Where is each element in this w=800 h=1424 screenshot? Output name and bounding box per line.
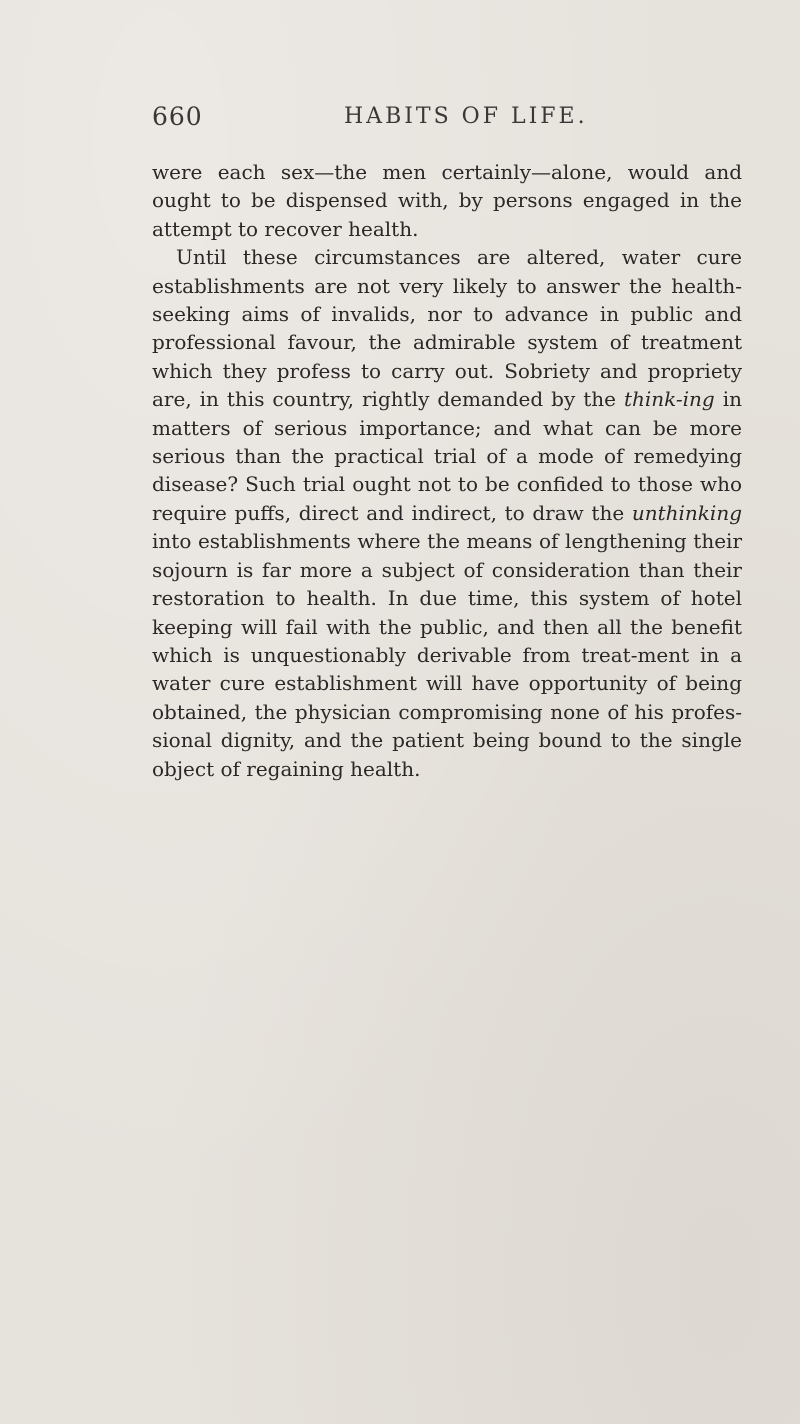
paragraph-continuation <box>152 158 742 243</box>
paragraph-water-cure <box>152 243 742 783</box>
page-header <box>152 102 752 142</box>
text-segment: were each sex—the men certainly—alone, would and ought to be dispensed with, by persons engaged in the attempt to recover health. <box>152 160 742 241</box>
page-number: 660 <box>152 102 203 131</box>
text-segment: into establishments where the means of lengthening their sojourn is far more a subject of consideration than their restoration to health. In due time, this system of hotel keeping will fail with the public, and then all the benefit which is unquestionably derivable from treat-ment in a water cure establishment will have opportunity of being obtained, the physician compromising none of his profes-sional dignity, and the patient being bound to the single object of regaining health. <box>152 529 742 781</box>
text-segment: in matters of serious importance; and what can be more serious than the practical trial of a mode of remedying disease? Such trial ought not to be confided to those who require puffs, direct and indirect, to draw the <box>152 387 742 525</box>
body-text <box>152 158 742 783</box>
italic-text-segment: unthinking <box>631 500 742 525</box>
text-segment: Until these circumstances are altered, water cure establishments are not very likely to answer the health-seeking aims of invalids, nor to advance in public and professional favour, the admirable system of treatment which they profess to carry out. Sobriety and propriety are, in this country, rightly demanded by the <box>152 245 742 412</box>
italic-text-segment: think-ing <box>623 387 715 412</box>
running-head: HABITS OF LIFE. <box>344 104 588 129</box>
